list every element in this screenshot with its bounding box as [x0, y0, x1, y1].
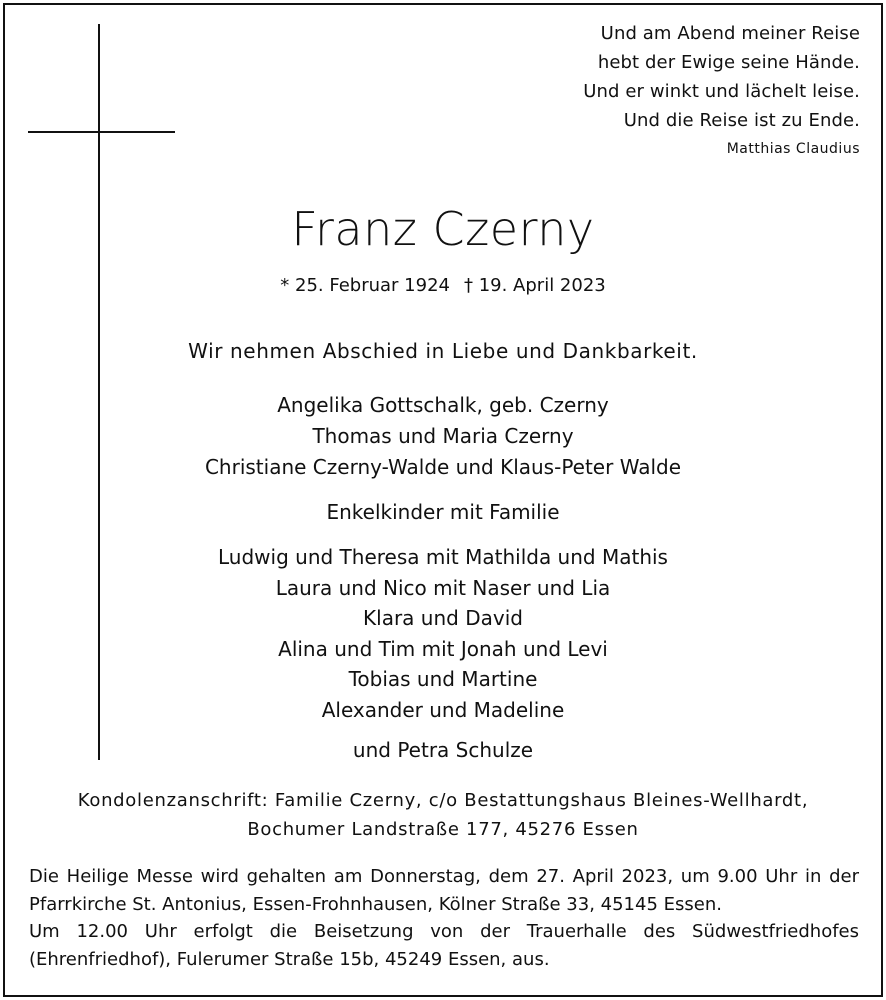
poem-line: Und am Abend meiner Reise: [600, 23, 860, 44]
grandchild-family: Alina und Tim mit Jonah und Levi: [278, 636, 608, 661]
grandchild-family: Alexander und Madeline: [321, 697, 565, 722]
condolence-line: Bochumer Landstraße 177, 45276 Essen: [247, 819, 639, 840]
grandchild-family: Klara und David: [363, 606, 523, 630]
service-line: Um 12.00 Uhr erfolgt die Beisetzung von der Trauerhalle des Südwestfriedhofes: [29, 921, 859, 942]
condolence-address: [0, 786, 886, 844]
service-details: [29, 863, 859, 973]
family-member: Thomas und Maria Czerny: [312, 424, 574, 448]
poem-line: Und die Reise ist zu Ende.: [623, 110, 860, 131]
farewell-statement: Wir nehmen Abschied in Liebe und Dankbarkeit.: [188, 339, 698, 363]
grandchild-family: Laura und Nico mit Naser und Lia: [275, 575, 611, 600]
birth-date: * 25. Februar 1924: [280, 275, 450, 296]
death-date: † 19. April 2023: [463, 275, 606, 296]
family-member: Angelika Gottschalk, geb. Czerny: [277, 393, 609, 417]
deceased-name: Franz Czerny: [291, 202, 595, 256]
family-member: Christiane Czerny-Walde und Klaus-Peter Walde: [204, 455, 682, 479]
grandchildren-heading: Enkelkinder mit Familie: [326, 500, 560, 524]
grandchild-family: Tobias und Martine: [348, 667, 538, 691]
life-dates: [0, 272, 886, 300]
condolence-line: Kondolenzanschrift: Familie Czerny, c/o Bestattungshaus Bleines-Wellhardt,: [77, 790, 809, 811]
service-line: Die Heilige Messe wird gehalten am Donnerstag, dem 27. April 2023, um 9.00 Uhr in der: [29, 866, 859, 887]
service-line: (Ehrenfriedhof), Fulerumer Straße 15b, 45249 Essen, aus.: [29, 948, 550, 970]
grandchildren-list: [0, 542, 886, 725]
poem: [583, 19, 860, 160]
service-line: Pfarrkirche St. Antonius, Essen-Frohnhausen, Kölner Straße 33, 45145 Essen.: [29, 893, 722, 915]
additional-mourner: und Petra Schulze: [352, 738, 534, 762]
grandchild-family: Ludwig und Theresa mit Mathilda und Mathis: [218, 545, 668, 569]
poem-line: Und er winkt und lächelt leise.: [583, 81, 860, 102]
poem-line: hebt der Ewige seine Hände.: [597, 52, 860, 73]
family-list: [0, 390, 886, 483]
poem-author: Matthias Claudius: [726, 141, 860, 157]
cross-horizontal-bar: [28, 131, 175, 133]
